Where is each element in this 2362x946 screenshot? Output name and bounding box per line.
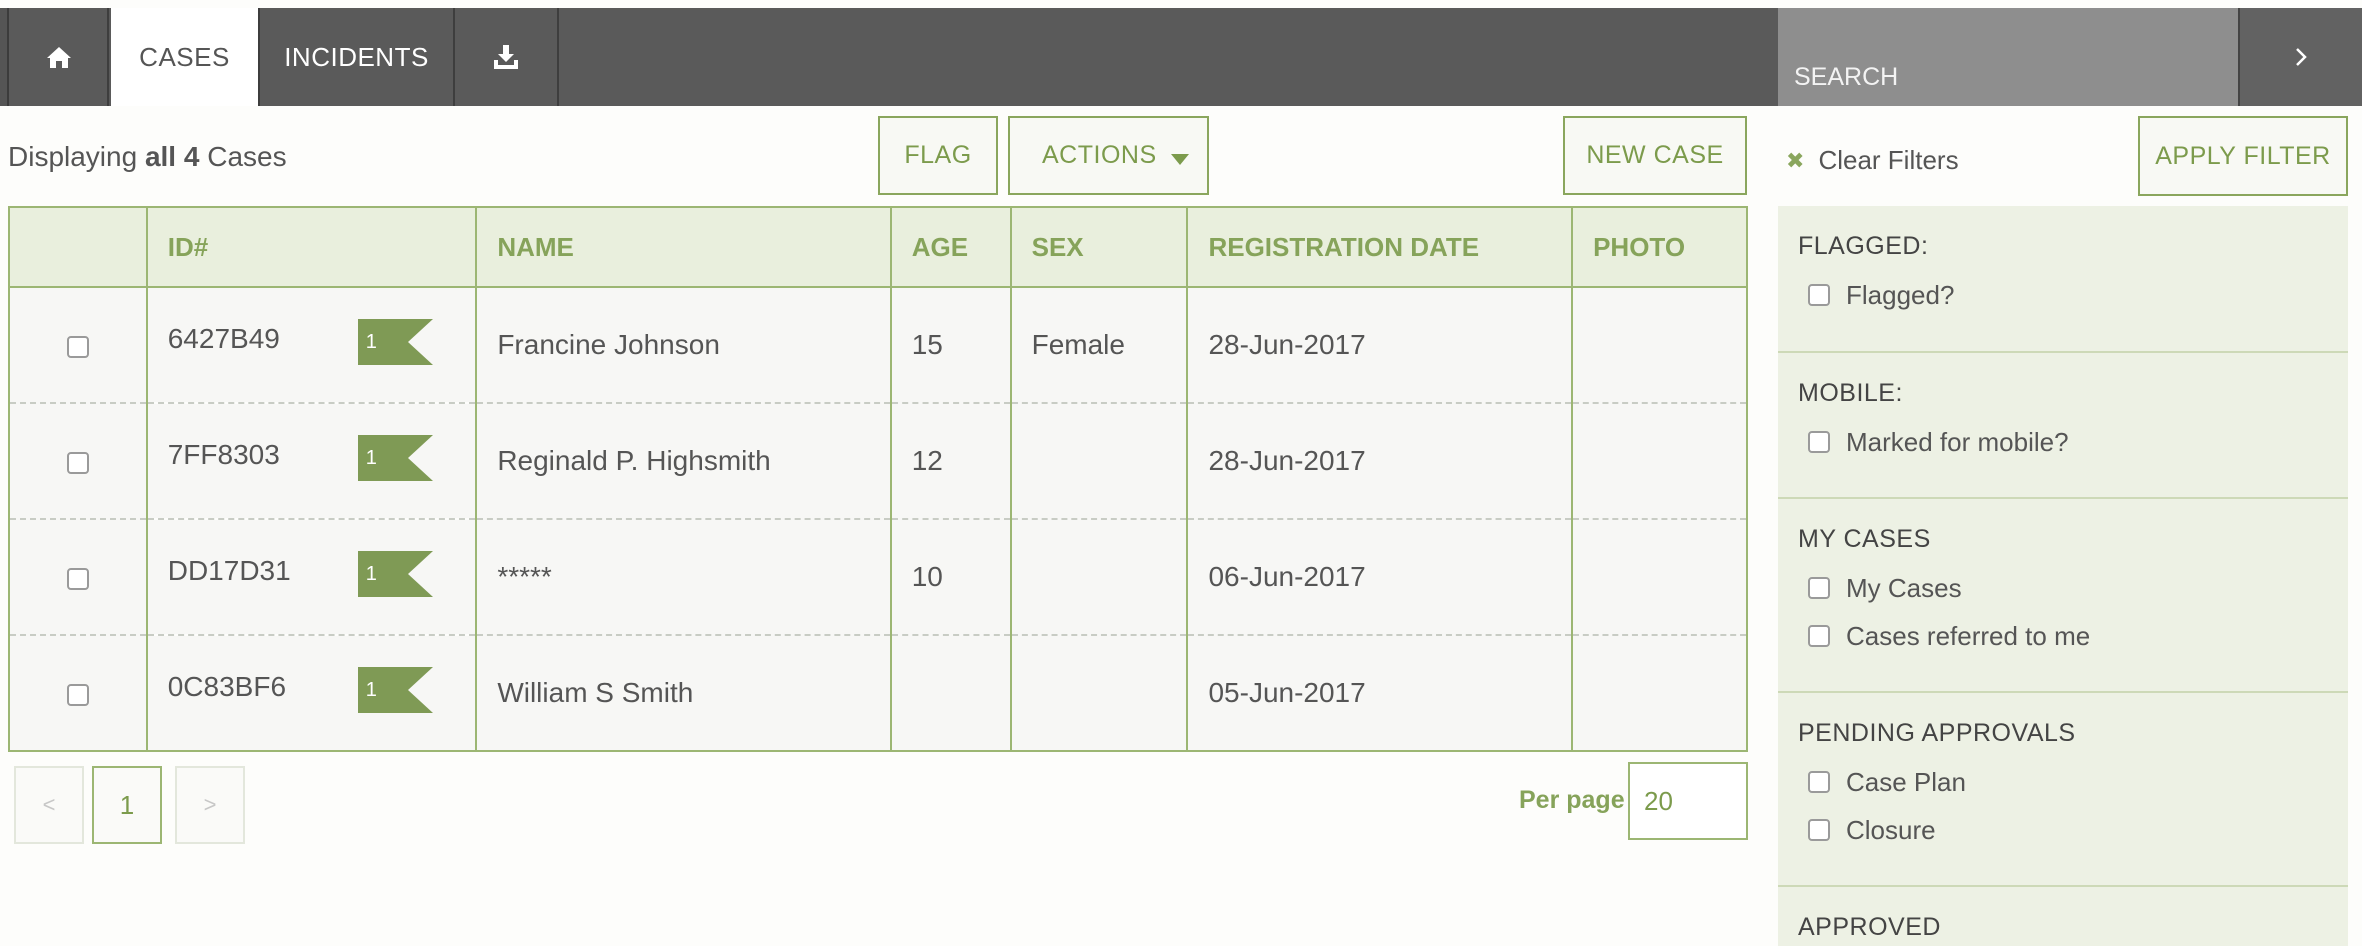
filter-option-case-plan[interactable] (1798, 758, 2348, 806)
flag-count: 1 (365, 447, 377, 469)
chevron-right-icon (2294, 46, 2308, 68)
case-sex (1011, 403, 1188, 519)
pagination-page-1[interactable]: 1 (92, 766, 162, 844)
nav-incidents-tab[interactable]: INCIDENTS (260, 8, 455, 106)
row-checkbox[interactable] (67, 336, 89, 358)
filter-section-title: MOBILE: (1798, 379, 1903, 407)
filter-checkbox[interactable] (1808, 819, 1830, 841)
actions-label: ACTIONS (1042, 141, 1157, 169)
flag-count-badge[interactable] (358, 667, 433, 713)
case-age (891, 635, 1011, 751)
filter-checkbox[interactable] (1808, 431, 1830, 453)
table-row[interactable] (9, 519, 1747, 635)
case-age: 10 (891, 519, 1011, 635)
actions-dropdown[interactable] (1008, 116, 1209, 195)
apply-filter-button[interactable]: APPLY FILTER (2138, 116, 2348, 196)
header-select (9, 207, 147, 287)
filter-checkbox[interactable] (1808, 577, 1830, 599)
row-select-cell (9, 403, 147, 519)
case-id-cell[interactable] (147, 287, 477, 403)
case-name: William S Smith (476, 635, 890, 751)
filter-section-approved (1778, 887, 2348, 942)
download-icon (493, 44, 519, 70)
row-select-cell (9, 635, 147, 751)
per-page-label: Per page (1519, 786, 1625, 814)
case-id-cell[interactable] (147, 635, 477, 751)
flag-count: 1 (365, 331, 377, 353)
table-row[interactable] (9, 287, 1747, 403)
nav-home-tab[interactable] (11, 8, 109, 106)
header-registration-date[interactable]: REGISTRATION DATE (1187, 207, 1572, 287)
case-id[interactable]: 0C83BF6 (167, 671, 287, 702)
close-icon: ✖ (1786, 147, 1805, 173)
header-sex[interactable]: SEX (1011, 207, 1188, 287)
case-photo (1572, 287, 1747, 403)
filter-option-mobile[interactable] (1798, 418, 2348, 466)
flag-count: 1 (365, 563, 377, 585)
case-age: 12 (891, 403, 1011, 519)
filter-section-title: FLAGGED: (1798, 232, 1929, 260)
top-nav-bar (0, 8, 2362, 106)
case-photo (1572, 403, 1747, 519)
case-registration-date: 06-Jun-2017 (1187, 519, 1572, 635)
filter-checkbox[interactable] (1808, 284, 1830, 306)
filter-section-title: MY CASES (1798, 525, 1931, 553)
row-checkbox[interactable] (67, 568, 89, 590)
clear-filters-label: Clear Filters (1818, 145, 1959, 175)
case-id-cell[interactable] (147, 519, 477, 635)
filter-option-label: Cases referred to me (1846, 620, 2091, 651)
header-age[interactable]: AGE (891, 207, 1011, 287)
filter-option-flagged[interactable] (1798, 271, 2348, 319)
filter-checkbox[interactable] (1808, 771, 1830, 793)
results-count (8, 141, 287, 173)
new-case-button[interactable]: NEW CASE (1563, 116, 1747, 195)
row-select-cell (9, 287, 147, 403)
case-sex (1011, 519, 1188, 635)
filter-option-referred[interactable] (1798, 612, 2348, 660)
header-id[interactable]: ID# (147, 207, 477, 287)
case-name: Francine Johnson (476, 287, 890, 403)
flag-count-badge[interactable] (358, 435, 433, 481)
case-registration-date: 05-Jun-2017 (1187, 635, 1572, 751)
case-id-cell[interactable] (147, 403, 477, 519)
case-photo (1572, 635, 1747, 751)
home-icon (46, 45, 72, 69)
case-id[interactable]: 7FF8303 (167, 439, 280, 470)
flag-count-badge[interactable] (358, 319, 433, 365)
case-photo (1572, 519, 1747, 635)
row-select-cell (9, 519, 147, 635)
filter-section-title: PENDING APPROVALS (1798, 719, 2076, 747)
case-sex (1011, 635, 1188, 751)
table-row[interactable] (9, 403, 1747, 519)
nav-export-tab[interactable] (455, 8, 559, 106)
caret-down-icon (1171, 154, 1189, 165)
search-input[interactable] (1778, 8, 2238, 106)
filter-section-flagged (1778, 206, 2348, 353)
header-name[interactable]: NAME (476, 207, 890, 287)
filter-option-closure[interactable] (1798, 806, 2348, 854)
filter-section-my-cases (1778, 499, 2348, 693)
table-header-row (9, 207, 1747, 287)
case-id[interactable]: 6427B49 (167, 323, 280, 354)
case-registration-date: 28-Jun-2017 (1187, 403, 1572, 519)
filter-option-label: Marked for mobile? (1846, 426, 2069, 457)
filter-option-my-cases[interactable] (1798, 564, 2348, 612)
flag-button[interactable]: FLAG (878, 116, 998, 195)
case-registration-date: 28-Jun-2017 (1187, 287, 1572, 403)
case-name: Reginald P. Highsmith (476, 403, 890, 519)
header-photo: PHOTO (1572, 207, 1747, 287)
filter-option-label: My Cases (1846, 572, 1962, 603)
case-sex: Female (1011, 287, 1188, 403)
case-name: ***** (476, 519, 890, 635)
flag-count-badge[interactable] (358, 551, 433, 597)
case-age: 15 (891, 287, 1011, 403)
cases-table (8, 206, 1748, 752)
flag-count: 1 (365, 679, 377, 701)
pagination-next-button[interactable]: > (175, 766, 245, 844)
filter-section-title: APPROVED (1798, 913, 1941, 941)
per-page-input[interactable] (1628, 762, 1748, 840)
filter-option-label: Case Plan (1846, 766, 1966, 797)
results-count-suffix: Cases (199, 141, 287, 172)
results-count-bold: all 4 (144, 141, 200, 172)
row-checkbox[interactable] (67, 684, 89, 706)
filter-option-label: Closure (1846, 814, 1936, 845)
filter-panel (1778, 206, 2348, 946)
clear-filters-link[interactable] (1786, 145, 1959, 176)
filter-section-pending-approvals (1778, 693, 2348, 887)
search-submit-button[interactable] (2238, 8, 2362, 106)
filter-checkbox[interactable] (1808, 625, 1830, 647)
nav-left-edge (0, 8, 9, 106)
results-count-prefix: Displaying (8, 141, 145, 172)
row-checkbox[interactable] (67, 452, 89, 474)
case-id[interactable]: DD17D31 (167, 555, 291, 586)
filter-section-mobile (1778, 353, 2348, 499)
nav-cases-tab[interactable]: CASES (111, 8, 260, 106)
pagination-prev-button[interactable]: < (14, 766, 84, 844)
table-row[interactable] (9, 635, 1747, 751)
filter-option-label: Flagged? (1846, 279, 1955, 310)
